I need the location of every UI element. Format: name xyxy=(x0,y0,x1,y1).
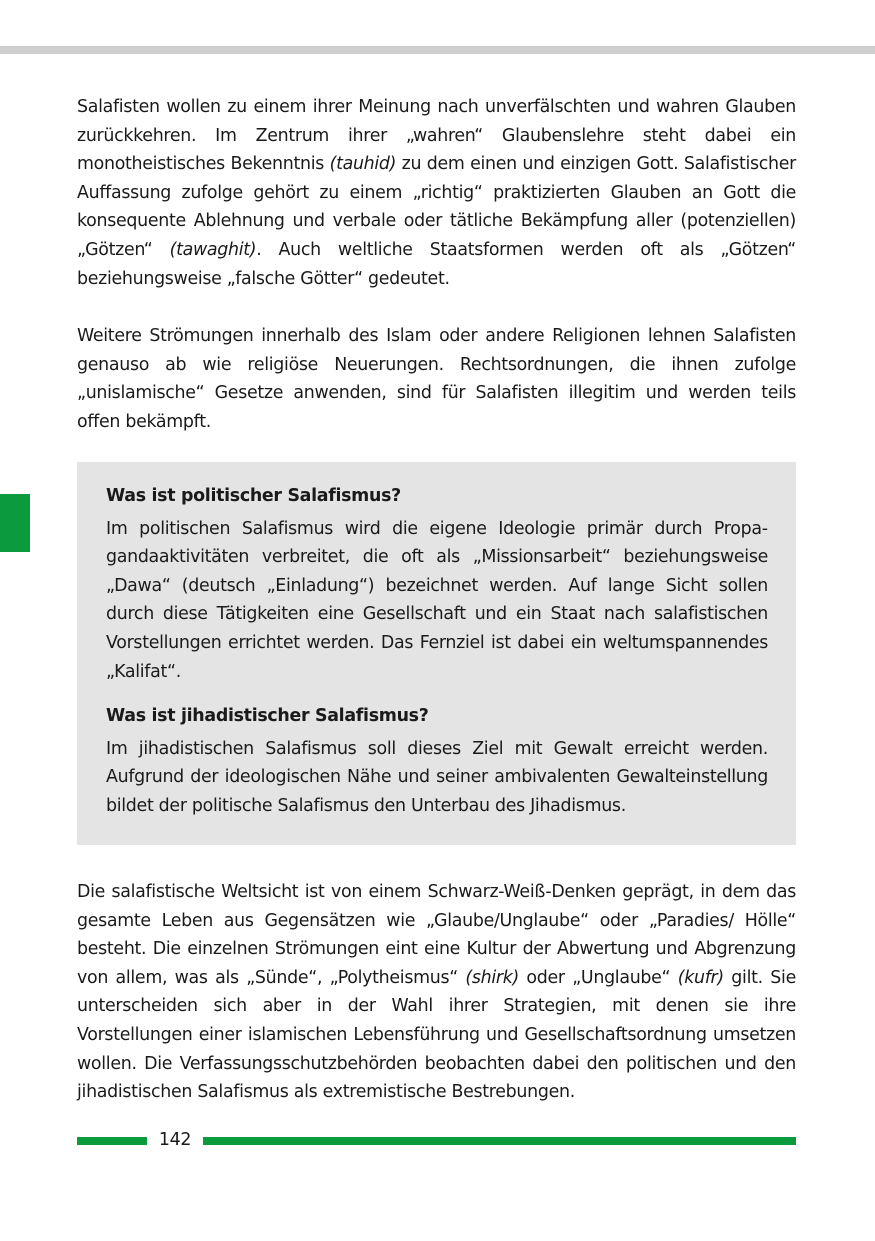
info-box-heading-jihadist: Was ist jihadistischer Salafismus? xyxy=(106,706,429,727)
info-box-text-jihadist: Im jihadistischen Salafismus soll dieses Ziel mit Gewalt erreicht werden. Aufgrund der ideologischen Nähe und seiner ambivalenten Gewalteinstellung bildet der politische Salafismus den Unterbau des Jihadismus. xyxy=(106,738,768,816)
info-box-heading-political: Was ist politischer Salafismus? xyxy=(106,486,401,506)
paragraph-1-text-a: Salafisten wollen zu einem ihrer Meinung nach unverfälschten und wahren Glauben zurückkehren. Im Zentrum ihrer „wahren“ Glaubenslehre steht dabei ein monotheistisches Bekenntnis xyxy=(77,97,796,175)
info-box-text-political: Im politischen Salafismus wird die eigene Ideologie primär durch Propagandaaktivitäten verbreitet, die oft als „Missionsarbeit“ beziehungsweise „Dawa“ (deutsch „Einladung“) bezeichnet werden. Auf lange Sicht sollen durch diese Tätigkeiten eine Gesellschaft und ein Staat nach salafistischen Vorstellungen errichtet werden. Das Fernziel ist dabei ein weltumspannendes „Kalifat“. xyxy=(106,518,768,682)
body-paragraph-3 xyxy=(77,878,796,1107)
footer-bar-right xyxy=(203,1137,796,1145)
paragraph-3-text-b: oder „Unglaube“ xyxy=(518,967,678,988)
page-number: 142 xyxy=(158,1130,192,1150)
info-box xyxy=(77,462,796,845)
term-shirk: (shirk) xyxy=(465,967,519,988)
term-kufr: (kufr) xyxy=(677,967,724,988)
top-divider xyxy=(0,46,875,54)
paragraph-3-text-a: Die salafistische Weltsicht ist von einem Schwarz-Weiß-Denken geprägt, in dem das gesamte Leben aus Gegensätzen wie „Glaube/Unglaube“ oder „Paradies/ Hölle“ besteht. Die einzelnen Strömungen eint eine Kultur der Abwertung und Abgrenzung von allem, was als „Sünde“, „Polytheismus“ xyxy=(77,882,796,988)
body-paragraph-2: Weitere Strömungen innerhalb des Islam oder andere Religionen lehnen Salafisten genauso ab wie religiöse Neuerungen. Rechtsordnungen, die ihnen zufolge „unislamische“ Gesetze anwenden, sind für Salafisten illegitim und werden teils offen bekämpft. xyxy=(77,326,796,432)
body-paragraph-1 xyxy=(77,93,796,293)
paragraph-3-text-c: gilt. Sie unterscheiden sich aber in der Wahl ihrer Strategien, mit denen sie ihre Vorstellungen einer islamischen Lebensführung und Gesellschaftsordnung umsetzen wollen. Die Verfassungsschutzbehörden beobachten dabei den politischen und den jihadistischen Salafismus als extremistische Bestrebungen. xyxy=(77,967,796,1103)
term-tauhid: (tauhid) xyxy=(329,154,397,175)
footer-bar-left xyxy=(77,1137,147,1145)
paragraph-1-text-b: zu dem einen und einzigen Gott. Salafistischer Auffassung zufolge gehört zu einem „richtig“ praktizierten Glauben an Gott die konsequente Ablehnung und verbale oder tätliche Bekämpfung aller (potenziellen) „Götzen“ xyxy=(77,154,796,260)
paragraph-1-text-c: . Auch weltliche Staatsformen werden oft als „Götzen“ beziehungsweise „falsche Götter“ gedeutet. xyxy=(77,239,797,289)
term-tawaghit: (tawaghit) xyxy=(169,239,257,260)
chapter-side-tab xyxy=(0,494,30,552)
